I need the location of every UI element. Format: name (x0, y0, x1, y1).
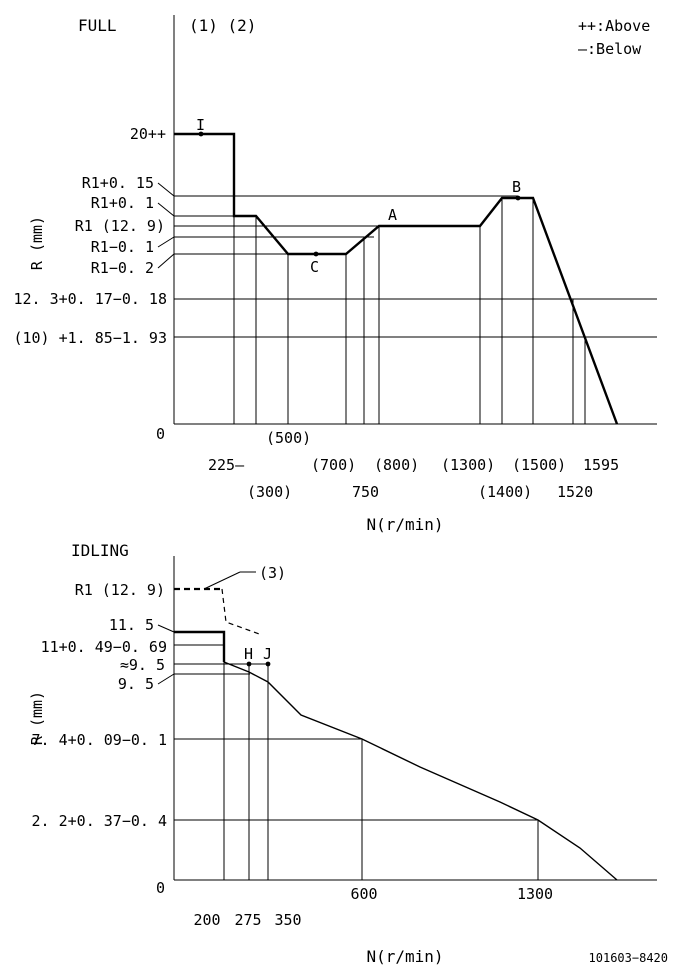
full-y-label-r1: R1 (12. 9) (74, 217, 165, 235)
full-point-i-label: I (196, 116, 206, 134)
full-leader-r1m02 (158, 254, 174, 268)
full-subtitle: (1) (2) (189, 16, 257, 35)
full-y-label-20: 20++ (129, 125, 166, 143)
full-x-label-1500: (1500) (512, 456, 567, 474)
full-x-label-500: (500) (266, 429, 312, 447)
idling-point-j-label: J (263, 645, 273, 663)
full-x-label-700: (700) (311, 456, 357, 474)
full-point-c-marker (314, 252, 319, 257)
idling-y-label-r74: 7. 4+0. 09−0. 1 (31, 731, 167, 749)
full-leader-r1m01 (158, 237, 174, 247)
full-leader-r1p01 (158, 203, 174, 216)
full-point-a-label: A (388, 206, 398, 224)
idling-x-label-275: 275 (234, 911, 262, 929)
full-x-label-800: (800) (374, 456, 420, 474)
idling-y-label-r95a: ≈9. 5 (119, 656, 165, 674)
idling-y-label-r11: 11+0. 49−0. 69 (40, 638, 167, 656)
legend-above: ++:Above (578, 17, 651, 35)
full-x-label-750: 750 (352, 483, 380, 501)
full-point-b-marker (516, 196, 521, 201)
idling-y-label-r95: 9. 5 (117, 675, 154, 693)
idling-callout-leader (204, 572, 240, 589)
full-x-label-300: (300) (247, 483, 293, 501)
full-y-label-r123: 12. 3+0. 17−0. 18 (13, 290, 167, 308)
idling-y-label-r22: 2. 2+0. 37−0. 4 (31, 812, 167, 830)
idling-curve-step (174, 632, 224, 662)
full-chart (13, 15, 657, 534)
idling-y-axis-title: R (mm) (28, 690, 46, 746)
full-y-label-r1m02: R1−0. 2 (90, 259, 154, 277)
idling-leader-r95 (158, 674, 174, 684)
full-leader-r1p015 (158, 183, 174, 196)
idling-callout-label: (3) (259, 564, 287, 582)
full-point-b-label: B (512, 178, 522, 196)
full-y-label-r1m01: R1−0. 1 (90, 238, 154, 256)
idling-x-label-600: 600 (350, 885, 378, 903)
idling-x-label-350: 350 (274, 911, 302, 929)
full-x-label-225: 225— (208, 456, 245, 474)
idling-leader-r115 (158, 625, 174, 632)
full-x-label-1595: 1595 (583, 456, 620, 474)
full-y-label-r1p015: R1+0. 15 (81, 174, 154, 192)
full-title: FULL (78, 16, 117, 35)
full-x-label-1400: (1400) (478, 483, 533, 501)
full-y-label-r10: (10) +1. 85−1. 93 (13, 329, 167, 347)
idling-y-label-r115: 11. 5 (108, 616, 154, 634)
full-governor-curve (174, 134, 617, 424)
full-x-axis-title: N(r/min) (366, 515, 444, 534)
idling-curve (224, 662, 617, 880)
full-x-label-1520: 1520 (557, 483, 594, 501)
idling-y-label-zero: 0 (155, 879, 165, 897)
idling-x-label-1300: 1300 (516, 885, 554, 903)
idling-title: IDLING (71, 541, 129, 560)
idling-x-label-200: 200 (193, 911, 221, 929)
full-y-label-r1p01: R1+0. 1 (90, 194, 154, 212)
idling-r1-dashed-drop (222, 589, 262, 635)
idling-point-h-label: H (244, 645, 254, 663)
full-y-axis-title: R (mm) (28, 215, 46, 271)
idling-x-axis-title: N(r/min) (366, 947, 444, 966)
full-y-label-zero: 0 (155, 425, 165, 443)
idling-y-label-r1: R1 (12. 9) (74, 581, 165, 599)
legend-below: —:Below (578, 40, 642, 58)
full-x-label-1300: (1300) (441, 456, 496, 474)
idling-chart (28, 541, 657, 966)
full-point-c-label: C (310, 258, 320, 276)
part-code: 101603−8420 (588, 951, 668, 965)
